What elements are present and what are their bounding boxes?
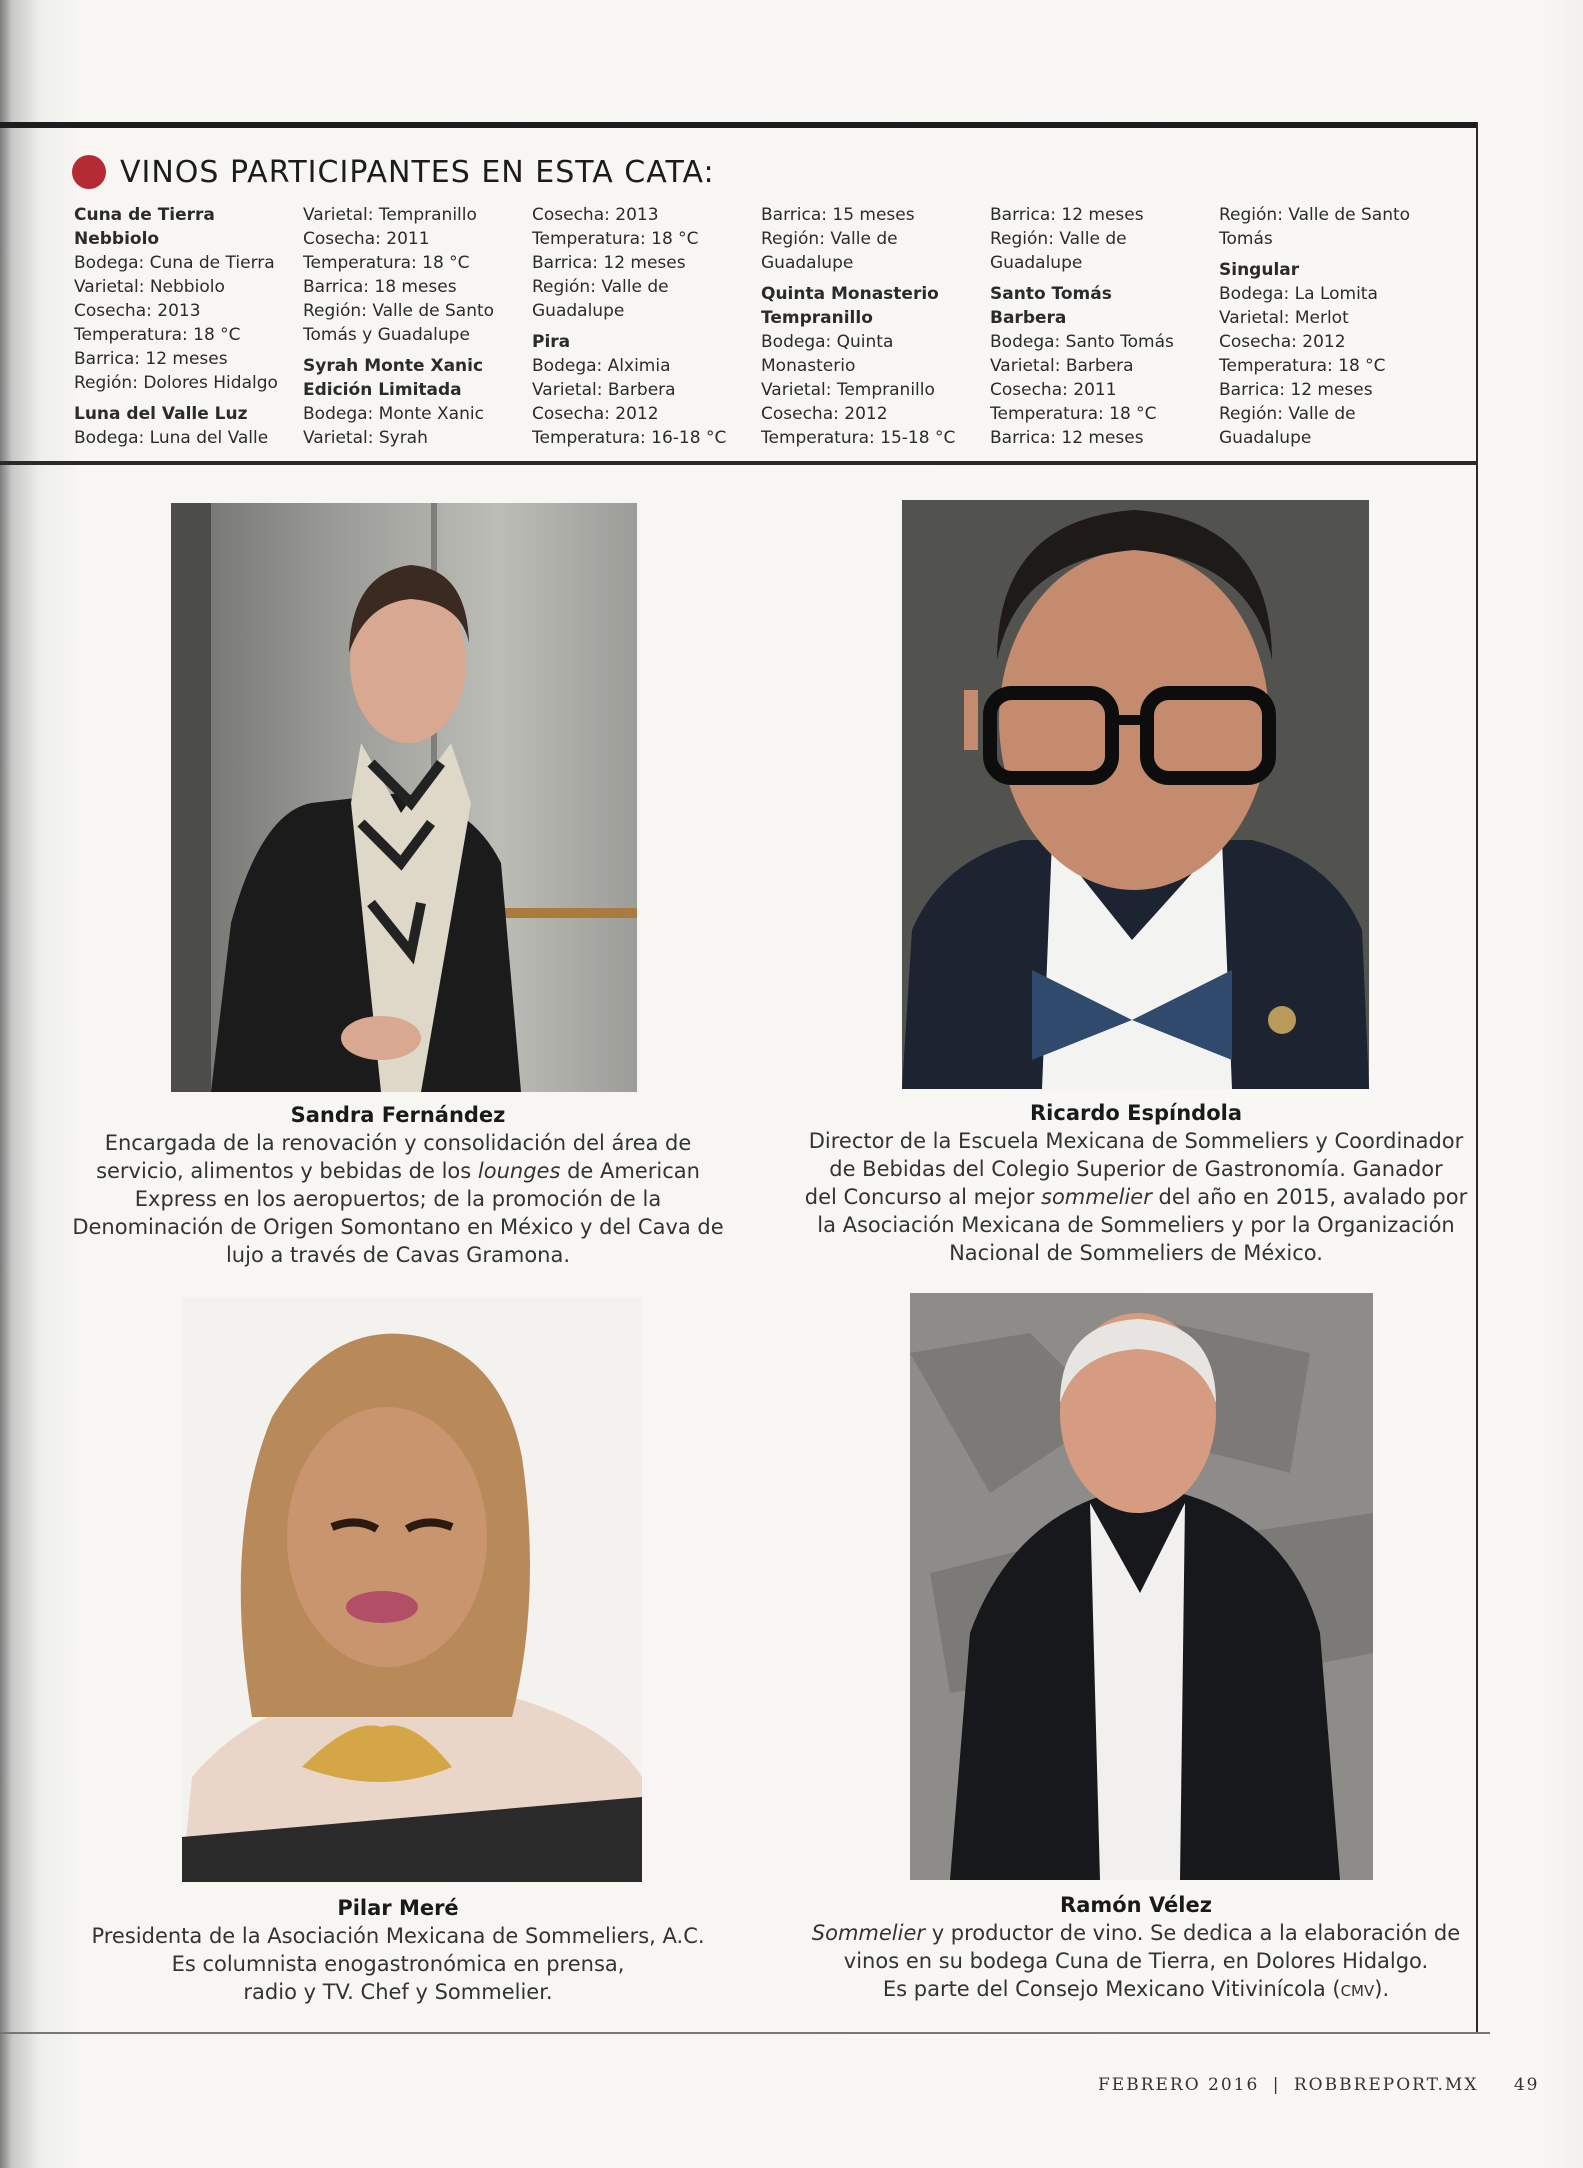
wine-detail-line: Varietal: Merlot <box>1219 308 1349 328</box>
bio-line <box>48 1157 748 1185</box>
wine-column-4 <box>761 203 986 450</box>
right-rule <box>1476 122 1478 2034</box>
bio-text: del año en 2015, avalado por <box>1151 1185 1468 1209</box>
bio-text: lujo a través de Cavas Gramona. <box>225 1243 571 1267</box>
wine-detail-line: Temperatura: 16-18 °C <box>532 428 727 448</box>
bio-line <box>776 1127 1496 1155</box>
wine-detail-line: Tomás <box>1219 229 1273 249</box>
wine-detail-line: Región: Valle de <box>1219 404 1356 424</box>
top-rule <box>0 122 1478 128</box>
wine-detail-line: Guadalupe <box>532 301 625 321</box>
bio-line <box>776 1155 1496 1183</box>
person-name: Ramón Vélez <box>1060 1893 1212 1917</box>
wine-detail-line: Monasterio <box>761 356 856 376</box>
wine-detail-line: Guadalupe <box>761 253 854 273</box>
red-bullet-icon <box>72 155 106 189</box>
bio-text: servicio, alimentos y bebidas de los <box>96 1159 478 1183</box>
caption-pilar <box>48 1894 748 2006</box>
wine-detail-line: Región: Valle de Santo <box>1219 205 1411 225</box>
bio-text: Es columnista enogastronómica en prensa, <box>171 1952 625 1976</box>
wine-detail-line: Guadalupe <box>990 253 1083 273</box>
wine-name: Tempranillo <box>761 308 873 328</box>
wine-detail-line: Cosecha: 2013 <box>74 301 201 321</box>
wine-detail-line: Región: Valle de <box>990 229 1127 249</box>
bio-line <box>776 1947 1496 1975</box>
footer-separator: | <box>1272 2075 1281 2095</box>
caption-sandra <box>48 1101 748 1269</box>
wine-column-6 <box>1219 203 1444 450</box>
portrait-ramon-velez <box>910 1293 1373 1880</box>
wine-detail-line: Varietal: Barbera <box>990 356 1134 376</box>
wine-column-3 <box>532 203 757 450</box>
wine-detail-line: Temperatura: 18 °C <box>303 253 470 273</box>
wine-name: Santo Tomás <box>990 284 1112 304</box>
wine-detail-line: Varietal: Nebbiolo <box>74 277 225 297</box>
bio-text: Encargada de la renovación y consolidación del área de <box>104 1131 692 1155</box>
bio-line <box>776 1919 1496 1947</box>
bio-line <box>48 1185 748 1213</box>
bio-text: Express en los aeropuertos; de la promoción de la <box>134 1187 662 1211</box>
wine-detail-line: Región: Valle de <box>532 277 669 297</box>
wine-detail-line: Temperatura: 15-18 °C <box>761 428 956 448</box>
wine-detail-line: Cosecha: 2011 <box>303 229 430 249</box>
wine-detail-line: Bodega: Cuna de Tierra <box>74 253 275 273</box>
bottom-rule <box>0 2032 1490 2034</box>
section-divider <box>0 461 1478 465</box>
wine-detail-line: Varietal: Tempranillo <box>761 380 935 400</box>
wine-detail-line: Cosecha: 2012 <box>1219 332 1346 352</box>
wine-name: Pira <box>532 332 571 352</box>
bio-line <box>776 1211 1496 1239</box>
caption-ramon <box>776 1891 1496 2003</box>
wine-detail-line: Temperatura: 18 °C <box>1219 356 1386 376</box>
bio-text: Director de la Escuela Mexicana de Sommeliers y Coordinador <box>808 1129 1464 1153</box>
bio-text: de Bebidas del Colegio Superior de Gastronomía. Ganador <box>829 1157 1443 1181</box>
wine-detail-line: Región: Valle de <box>761 229 898 249</box>
wine-detail-line: Varietal: Tempranillo <box>303 205 477 225</box>
wine-detail-line: Barrica: 12 meses <box>74 349 228 369</box>
bio-text: Nacional de Sommeliers de México. <box>949 1241 1323 1265</box>
bio-text: radio y TV. Chef y Sommelier. <box>243 1980 553 2004</box>
wine-detail-line: Bodega: Santo Tomás <box>990 332 1174 352</box>
wine-detail-line: Bodega: Luna del Valle <box>74 428 269 448</box>
bio-line <box>776 1239 1496 1267</box>
bio-line <box>48 1922 748 1950</box>
bio-line <box>776 1183 1496 1211</box>
wine-detail-line: Barrica: 18 meses <box>303 277 457 297</box>
wine-column-5 <box>990 203 1215 450</box>
bio-text: Sommelier <box>811 1921 926 1945</box>
wine-detail-line: Barrica: 12 meses <box>532 253 686 273</box>
person-name: Pilar Meré <box>337 1896 459 1920</box>
wine-name: Singular <box>1219 260 1300 280</box>
wine-detail-line: Cosecha: 2012 <box>532 404 659 424</box>
wines-header <box>72 150 715 194</box>
bio-text: lounges <box>477 1159 561 1183</box>
wine-detail-line: Varietal: Barbera <box>532 380 676 400</box>
bio-line <box>776 1975 1496 2003</box>
wine-detail-line: Barrica: 12 meses <box>1219 380 1373 400</box>
wine-detail-line: Guadalupe <box>1219 428 1312 448</box>
footer-site: ROBBREPORT.MX <box>1293 2075 1479 2095</box>
wine-name: Syrah Monte Xanic <box>303 356 484 376</box>
bio-text: Presidenta de la Asociación Mexicana de Sommeliers, A.C. <box>91 1924 705 1948</box>
wine-detail-line: Varietal: Syrah <box>303 428 428 448</box>
caption-ricardo <box>776 1099 1496 1267</box>
bio-text: de American <box>560 1159 700 1183</box>
portrait-pilar-mere <box>182 1297 642 1882</box>
wine-detail-line: Temperatura: 18 °C <box>532 229 699 249</box>
portrait-sandra-fernandez <box>171 503 637 1092</box>
wine-detail-line: Cosecha: 2011 <box>990 380 1117 400</box>
wine-detail-line: Tomás y Guadalupe <box>303 325 470 345</box>
wine-column-1 <box>74 203 299 450</box>
wine-detail-line: Bodega: La Lomita <box>1219 284 1378 304</box>
person-name: Sandra Fernández <box>290 1103 506 1127</box>
bio-line <box>48 1950 748 1978</box>
footer-date: FEBRERO 2016 <box>1098 2075 1260 2095</box>
page-footer <box>1098 2075 1539 2095</box>
wine-detail-line: Temperatura: 18 °C <box>990 404 1157 424</box>
wine-detail-line: Cosecha: 2012 <box>761 404 888 424</box>
wine-detail-line: Bodega: Alximia <box>532 356 671 376</box>
bio-line <box>48 1241 748 1269</box>
bio-text: ). <box>1374 1977 1390 2001</box>
bio-text: sommelier <box>1041 1185 1152 1209</box>
bio-text: del Concurso al mejor <box>804 1185 1042 1209</box>
wine-name: Cuna de Tierra <box>74 205 215 225</box>
wine-detail-line: Temperatura: 18 °C <box>74 325 241 345</box>
wine-detail-line: Barrica: 15 meses <box>761 205 915 225</box>
portrait-ricardo-espindola <box>902 500 1369 1089</box>
bio-line <box>48 1978 748 2006</box>
bio-text: y productor de vino. Se dedica a la elaboración de <box>925 1921 1461 1945</box>
wine-name: Edición Limitada <box>303 380 462 400</box>
bio-text: vinos en su bodega Cuna de Tierra, en Dolores Hidalgo. <box>843 1949 1429 1973</box>
bio-text: la Asociación Mexicana de Sommeliers y por la Organización <box>817 1213 1455 1237</box>
wine-detail-line: Región: Valle de Santo <box>303 301 495 321</box>
wine-detail-line: Barrica: 12 meses <box>990 428 1144 448</box>
bio-text: cmv <box>1340 1977 1375 2001</box>
wine-column-2 <box>303 203 528 450</box>
wine-detail-line: Bodega: Quinta <box>761 332 894 352</box>
wine-name: Barbera <box>990 308 1067 328</box>
wine-detail-line: Región: Dolores Hidalgo <box>74 373 278 393</box>
bio-text: Denominación de Origen Somontano en México y del Cava de <box>72 1215 724 1239</box>
bio-line <box>48 1213 748 1241</box>
page-number: 49 <box>1513 2075 1540 2095</box>
section-title: VINOS PARTICIPANTES EN ESTA CATA: <box>120 154 715 190</box>
person-name: Ricardo Espíndola <box>1030 1101 1242 1125</box>
bio-text: Es parte del Consejo Mexicano Vitivinícola ( <box>882 1977 1341 2001</box>
wine-name: Nebbiolo <box>74 229 160 249</box>
wine-name: Quinta Monasterio <box>761 284 939 304</box>
wine-name: Luna del Valle Luz <box>74 404 248 424</box>
wine-detail-line: Bodega: Monte Xanic <box>303 404 484 424</box>
wine-detail-line: Barrica: 12 meses <box>990 205 1144 225</box>
wine-detail-line: Cosecha: 2013 <box>532 205 659 225</box>
bio-line <box>48 1129 748 1157</box>
